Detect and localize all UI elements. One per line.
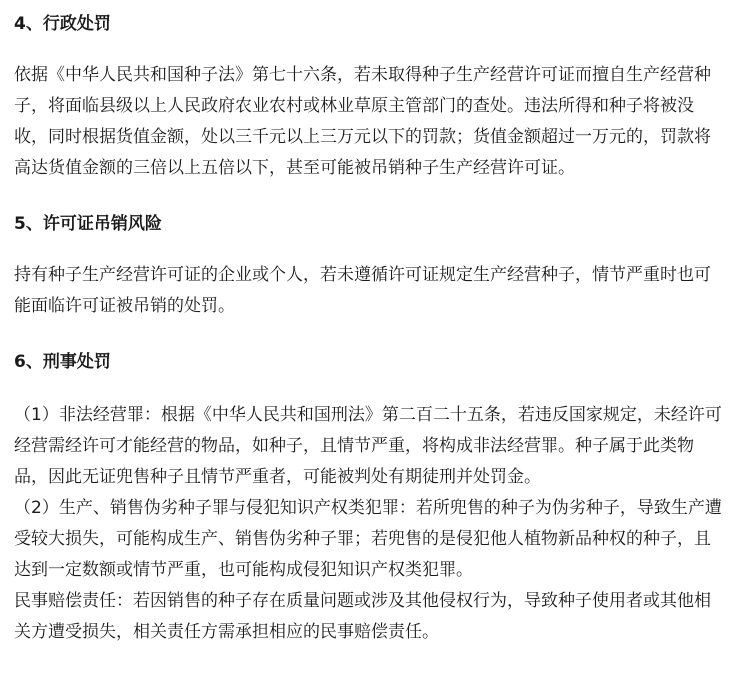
section-paragraph-license-revocation: 持有种子生产经营许可证的企业或个人，若未遵循许可证规定生产经营种子，情节严重时也可能面临许可证被吊销的处罚。 xyxy=(14,265,711,316)
section-paragraph-criminal-penalty xyxy=(14,400,724,648)
section-heading-administrative-penalty: 4、行政处罚 xyxy=(14,14,111,34)
criminal-item-fake-seeds: （2）生产、销售伪劣种子罪与侵犯知识产权类犯罪：若所兜售的种子为伪劣种子，导致生产遭受较大损失，可能构成生产、销售伪劣种子罪；若兜售的是侵犯他人植物新品种权的种子，且达到一定数额或情节严重，也可能构成侵犯知识产权类犯罪。 xyxy=(14,498,722,580)
section-paragraph-administrative-penalty: 依据《中华人民共和国种子法》第七十六条，若未取得种子生产经营许可证而擅自生产经营种子，将面临县级以上人民政府农业农村或林业草原主管部门的查处。违法所得和种子将被没收，同时根据货值金额，处以三千元以上三万元以下的罚款；货值金额超过一万元的，罚款将高达货值金额的三倍以上五倍以下，甚至可能被吊销种子生产经营许可证。 xyxy=(14,65,711,178)
section-heading-license-revocation: 5、许可证吊销风险 xyxy=(14,214,162,234)
section-heading-criminal-penalty: 6、刑事处罚 xyxy=(14,352,111,372)
civil-liability-item: 民事赔偿责任：若因销售的种子存在质量问题或涉及其他侵权行为，导致种子使用者或其他相关方遭受损失，相关责任方需承担相应的民事赔偿责任。 xyxy=(14,591,711,642)
criminal-item-illegal-operation: （1）非法经营罪：根据《中华人民共和国刑法》第二百二十五条，若违反国家规定，未经许可经营需经许可才能经营的物品，如种子，且情节严重，将构成非法经营罪。种子属于此类物品，因此无证兜售种子且情节严重者，可能被判处有期徒刑并处罚金。 xyxy=(14,405,722,487)
